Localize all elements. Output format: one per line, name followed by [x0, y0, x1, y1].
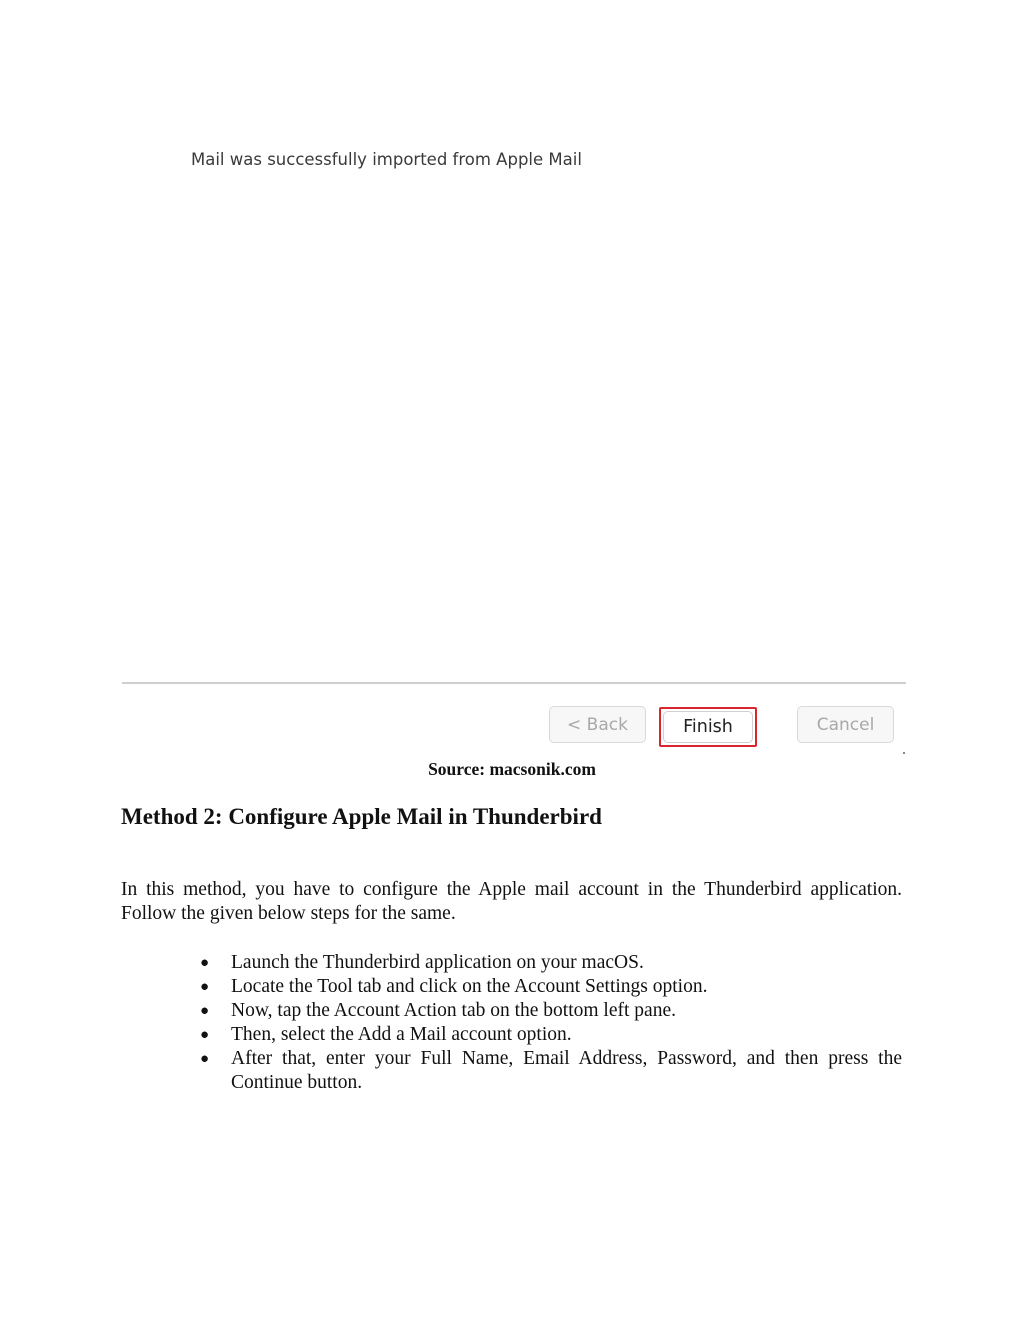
bullet-icon: ●	[200, 1003, 210, 1019]
finish-button[interactable]: Finish	[663, 711, 753, 743]
import-success-message: Mail was successfully imported from Apple Mail	[191, 150, 582, 169]
back-button[interactable]: < Back	[549, 706, 646, 743]
intro-paragraph: In this method, you have to configure the Apple mail account in the Thunderbird application. Follow the given below steps for the same.	[121, 879, 902, 924]
finish-highlight-box	[659, 707, 757, 747]
bullet-icon: ●	[200, 979, 210, 995]
bullet-icon: ●	[200, 955, 210, 971]
list-item	[196, 951, 902, 975]
list-item	[196, 1023, 902, 1047]
list-item	[196, 975, 902, 999]
step-text: Then, select the Add a Mail account option.	[231, 1024, 572, 1045]
bullet-icon: ●	[200, 1027, 210, 1043]
steps-list	[196, 951, 902, 1095]
list-item	[196, 1047, 902, 1095]
section-heading: Method 2: Configure Apple Mail in Thunderbird	[121, 804, 602, 829]
list-item	[196, 999, 902, 1023]
step-text: Locate the Tool tab and click on the Account Settings option.	[231, 976, 708, 997]
step-text: After that, enter your Full Name, Email Address, Password, and then press the Continue button.	[231, 1048, 902, 1093]
step-text: Now, tap the Account Action tab on the bottom left pane.	[231, 1000, 676, 1021]
image-caption: Source: macsonik.com	[428, 759, 596, 779]
stray-mark	[903, 752, 905, 754]
cancel-button[interactable]: Cancel	[797, 706, 894, 743]
bullet-icon: ●	[200, 1051, 210, 1067]
step-text: Launch the Thunderbird application on your macOS.	[231, 952, 644, 973]
wizard-divider	[122, 682, 906, 684]
